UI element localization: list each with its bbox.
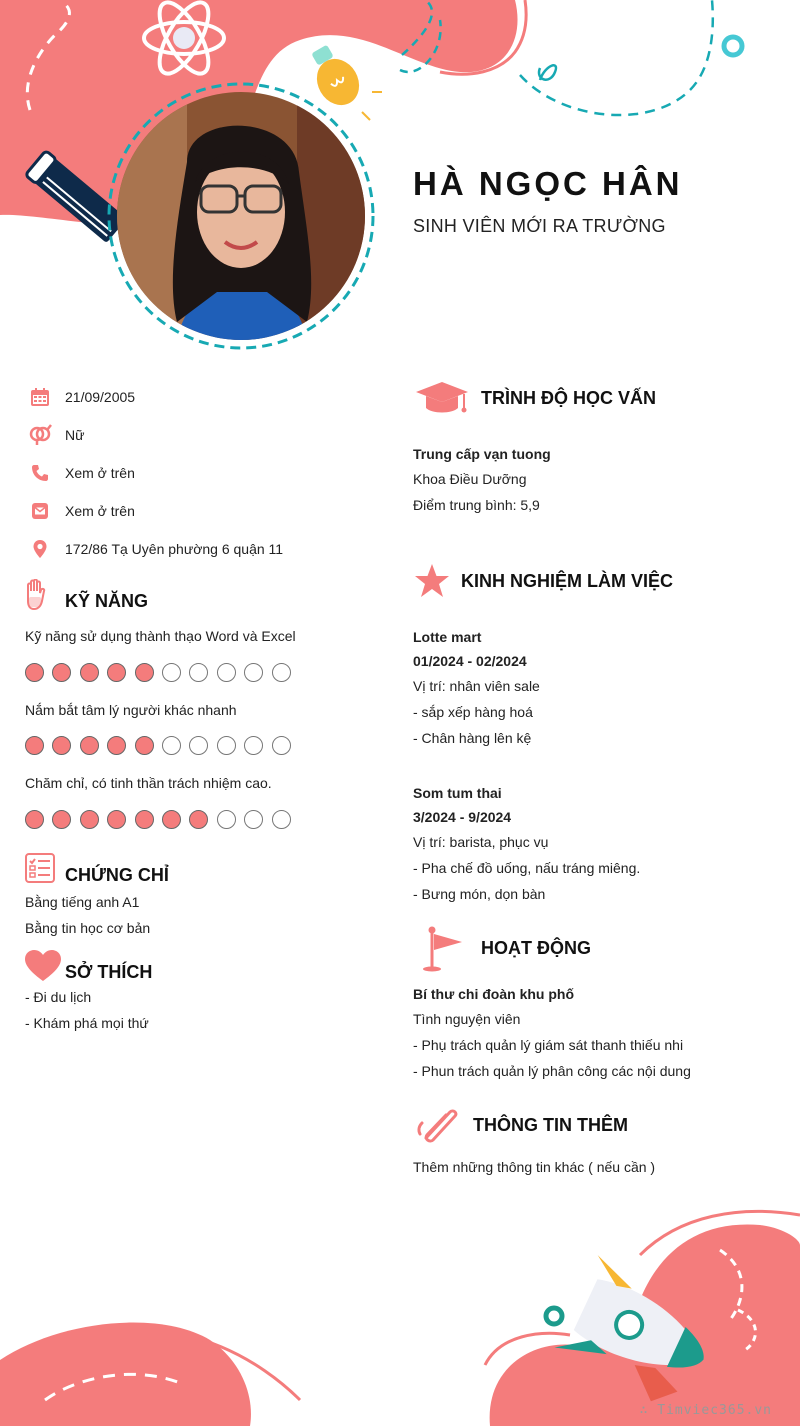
candidate-role: SINH VIÊN MỚI RA TRƯỜNG — [413, 216, 666, 236]
gender-icon — [28, 423, 52, 447]
rating-dot-filled — [80, 663, 99, 682]
activity-org: Bí thư chi đoàn khu phố — [413, 986, 575, 1002]
flag-icon — [420, 926, 464, 977]
rating-dot-filled — [107, 810, 126, 829]
job-position: Vị trí: nhân viên sale — [413, 678, 540, 694]
rating-dot-filled — [52, 810, 71, 829]
graduation-cap-icon — [414, 380, 470, 421]
email-icon — [28, 499, 52, 523]
certificates-title: CHỨNG CHỈ — [65, 865, 169, 885]
rating-dot-filled — [135, 663, 154, 682]
rating-dot-empty — [189, 736, 208, 755]
rating-dot-empty — [217, 736, 236, 755]
education-school: Trung cấp vạn tuong — [413, 446, 551, 462]
phone-value: Xem ở trên — [65, 465, 135, 481]
rating-dot-filled — [80, 736, 99, 755]
job-task: - Pha chế đồ uống, nấu tráng miêng. — [413, 860, 641, 876]
rating-dot-filled — [25, 663, 44, 682]
watermark: ∴ Timviec365.vn — [639, 1403, 772, 1418]
job-company: Lotte mart — [413, 629, 482, 645]
rating-dot-filled — [189, 810, 208, 829]
job-task: - sắp xếp hàng hoá — [413, 704, 533, 720]
rating-dot-empty — [272, 663, 291, 682]
job-position: Vị trí: barista, phục vụ — [413, 834, 549, 850]
birthday-value: 21/09/2005 — [65, 389, 136, 405]
extra-text: Thêm những thông tin khác ( nếu cần ) — [413, 1159, 656, 1175]
education-faculty: Khoa Điều Dưỡng — [413, 471, 527, 487]
contact-phone — [28, 461, 135, 485]
rating-dot-filled — [107, 736, 126, 755]
rating-dot-empty — [244, 810, 263, 829]
activities-title: HOẠT ĐỘNG — [481, 938, 591, 958]
rating-dot-filled — [162, 810, 181, 829]
rating-dot-empty — [162, 736, 181, 755]
experience-title: KINH NGHIỆM LÀM VIỆC — [461, 571, 674, 591]
job-period: 3/2024 - 9/2024 — [413, 809, 512, 825]
rating-dot-filled — [52, 663, 71, 682]
activity-item: - Phụ trách quản lý giám sát thanh thiếu nhi — [413, 1037, 684, 1053]
rating-dot-filled — [135, 736, 154, 755]
contact-address — [28, 537, 283, 561]
contact-email — [28, 499, 135, 523]
rating-dot-filled — [52, 736, 71, 755]
rating-dot-empty — [217, 810, 236, 829]
rating-dot-empty — [217, 663, 236, 682]
calendar-icon — [28, 385, 52, 409]
certificate-item: Bằng tin học cơ bản — [25, 920, 151, 936]
rating-dot-filled — [25, 810, 44, 829]
hobby-item: - Khám phá mọi thứ — [25, 1015, 149, 1031]
job-company: Som tum thai — [413, 785, 502, 801]
contact-birthday — [28, 385, 135, 409]
rating-dot-filled — [25, 736, 44, 755]
star-icon — [414, 563, 450, 604]
paperclip-icon — [416, 1104, 460, 1149]
rating-dot-empty — [162, 663, 181, 682]
job-task: - Chân hàng lên kệ — [413, 730, 532, 746]
certificate-item: Bằng tiếng anh A1 — [25, 894, 140, 910]
hand-icon — [24, 579, 48, 616]
skill-rating — [25, 736, 291, 755]
activity-item: Tình nguyện viên — [413, 1011, 521, 1027]
rating-dot-empty — [189, 663, 208, 682]
phone-icon — [28, 461, 52, 485]
avatar — [117, 92, 365, 340]
rating-dot-empty — [272, 736, 291, 755]
skill-label: Chăm chỉ, có tinh thần trách nhiệm cao. — [25, 775, 272, 791]
rating-dot-empty — [272, 810, 291, 829]
watermark-text: Timviec365.vn — [657, 1403, 772, 1418]
skills-title: KỸ NĂNG — [65, 591, 149, 611]
candidate-name: HÀ NGỌC HÂN — [413, 165, 683, 202]
email-value: Xem ở trên — [65, 503, 135, 519]
contact-gender — [28, 423, 84, 447]
heart-icon — [24, 949, 62, 988]
hobby-item: - Đi du lịch — [25, 989, 92, 1005]
activity-item: - Phun trách quản lý phân công các nội dung — [413, 1063, 691, 1079]
rating-dot-filled — [107, 663, 126, 682]
skill-rating — [25, 810, 291, 829]
hobbies-title: SỞ THÍCH — [65, 962, 153, 982]
rating-dot-filled — [80, 810, 99, 829]
job-period: 01/2024 - 02/2024 — [413, 653, 527, 669]
gender-value: Nữ — [65, 427, 85, 443]
lightbulb-icon — [302, 39, 368, 113]
education-gpa: Điểm trung bình: 5,9 — [413, 497, 540, 513]
rating-dot-empty — [244, 736, 263, 755]
location-icon — [28, 537, 52, 561]
extra-title: THÔNG TIN THÊM — [473, 1115, 628, 1135]
rating-dot-empty — [244, 663, 263, 682]
job-task: - Bưng món, dọn bàn — [413, 886, 546, 902]
skill-label: Kỹ năng sử dụng thành thạo Word và Excel — [25, 628, 296, 644]
skill-rating — [25, 663, 291, 682]
skill-label: Nắm bắt tâm lý người khác nhanh — [25, 702, 237, 718]
address-value: 172/86 Tạ Uyên phường 6 quận 11 — [65, 541, 284, 557]
education-title: TRÌNH ĐỘ HỌC VẤN — [481, 388, 656, 408]
checklist-icon — [24, 852, 56, 889]
rating-dot-filled — [135, 810, 154, 829]
